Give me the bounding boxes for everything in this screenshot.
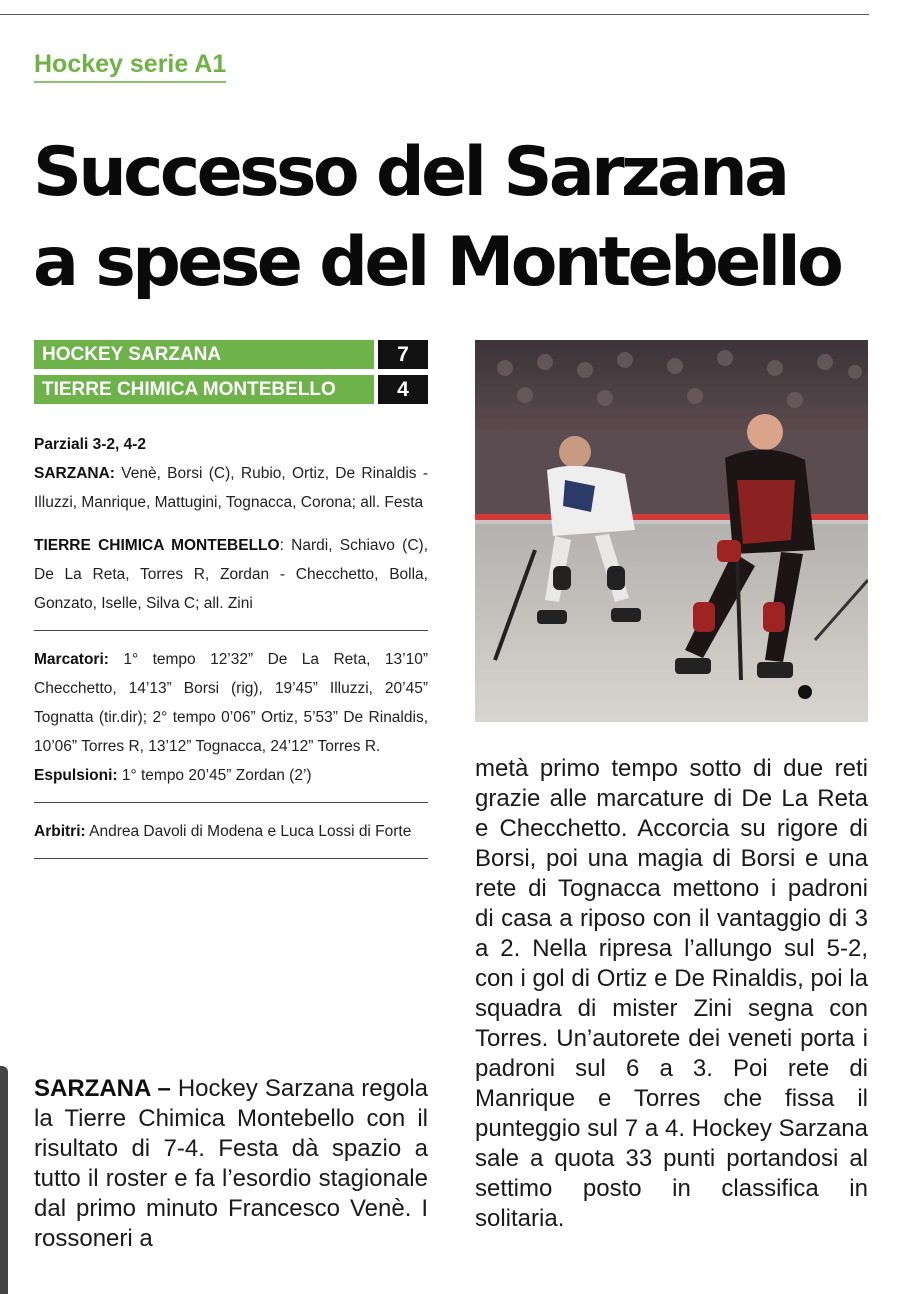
divider — [34, 858, 428, 859]
spacer — [34, 517, 428, 531]
section-kicker: Hockey serie A1 — [34, 50, 226, 83]
match-stats — [34, 430, 428, 873]
page-edge-mark — [0, 1066, 8, 1294]
home-team-score: 7 — [378, 340, 428, 369]
sarzana-label: SARZANA: — [34, 465, 115, 482]
away-team-name: TIERRE CHIMICA MONTEBELLO — [34, 375, 374, 404]
scoreboard — [34, 340, 428, 410]
montebello-label: TIERRE CHIMICA MONTEBELLO — [34, 537, 280, 554]
sarzana-players: Venè, Borsi (C), Rubio, Ortiz, De Rinaldis - Illuzzi, Manrique, Mattugini, Tognacca, Corona; all. Festa — [34, 465, 428, 511]
partials — [34, 430, 428, 459]
lead-text: Hockey Sarzana regola la Tierre Chimica Montebello con il risultato di 7-4. Festa dà spazio a tutto il roster e fa l’esordio stagionale dal primo minuto Francesco Venè. I rossoneri a — [34, 1075, 429, 1252]
referees-text: Andrea Davoli di Modena e Luca Lossi di Forte — [85, 823, 412, 840]
referees — [34, 817, 428, 846]
match-photo — [475, 340, 868, 722]
headline-line-2: a spese del Montebello — [33, 223, 841, 302]
away-team-score: 4 — [378, 375, 428, 404]
scorers-label: Marcatori: — [34, 651, 109, 668]
partials-text: Parziali 3-2, 4-2 — [34, 436, 147, 453]
score-row-away — [34, 375, 428, 404]
montebello-players: : Nardi, Schiavo (C), De La Reta, Torres R, Zordan - Checchetto, Bolla, Gonzato, Iselle, Silva C; all. Zini — [34, 537, 429, 612]
article-body: metà primo tempo sotto di due reti grazie alle marcature di De La Reta e Checchetto. Accorcia su rigore di Borsi, poi una magia di Borsi e una rete di Tognacca mettono i padroni di casa a riposo con il vantaggio di 3 a 2. Nella ripresa l’allungo sul 5-2, con i gol di Ortiz e De Rinaldis, poi la squadra di mister Zini segna con Torres. Un’autorete dei veneti porta i padroni sul 6 a 3. Poi rete di Manrique e Torres che fissa il punteggio sul 7 a 4. Hockey Sarzana sale a quota 33 punti portandosi al settimo posto in classifica in solitaria. — [475, 755, 868, 1232]
montebello-lineup — [34, 531, 428, 618]
top-rule — [0, 14, 869, 15]
expulsions-label: Espulsioni: — [34, 767, 118, 784]
dateline: SARZANA – — [34, 1075, 171, 1102]
referees-label: Arbitri: — [34, 823, 86, 840]
divider — [34, 802, 428, 803]
scorers-text: 1° tempo 12’32” De La Reta, 13’10” Checchetto, 14’13” Borsi (rig), 19’45” Illuzzi, 20’45” Tognatta (tir.dir); 2° tempo 0’06” Ortiz, 5’53” De Rinaldis, 10’06” Torres R, 13’12” Tognacca, 24’12” Torres R. — [34, 651, 428, 755]
headline-line-1: Successo del Sarzana — [33, 133, 787, 212]
expulsions-text: 1° tempo 20’45” Zordan (2’) — [117, 767, 312, 784]
article-lead — [34, 1074, 428, 1254]
home-team-name: HOCKEY SARZANA — [34, 340, 374, 369]
expulsions — [34, 761, 428, 790]
scorers — [34, 645, 428, 761]
headline — [33, 128, 883, 308]
score-row-home — [34, 340, 428, 369]
divider — [34, 630, 428, 631]
sarzana-lineup — [34, 459, 428, 517]
